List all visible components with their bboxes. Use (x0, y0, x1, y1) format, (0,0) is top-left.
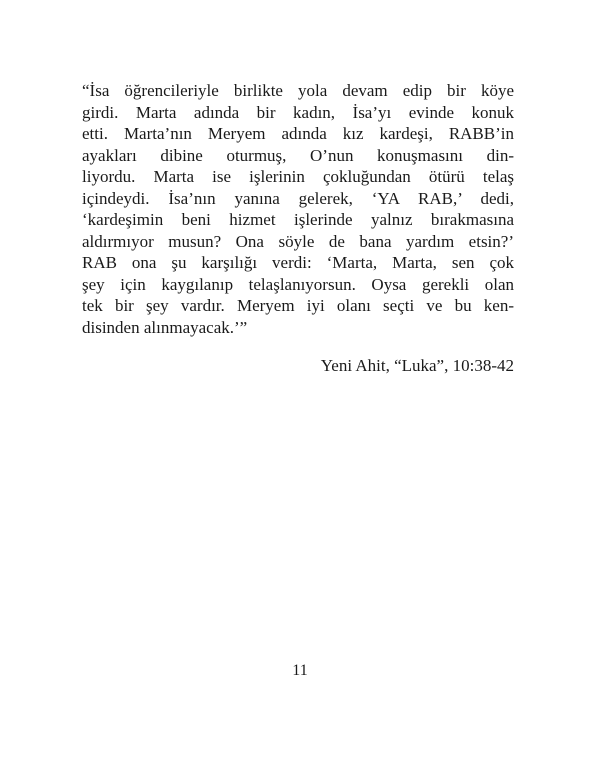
quote-line: aldırmıyor musun? Ona söyle de bana yardım etsin?’ (82, 231, 514, 251)
quote-line: RAB ona şu karşılığı verdi: ‘Marta, Marta, sen çok (82, 253, 514, 272)
page-number: 11 (292, 662, 308, 679)
quote-line: girdi. Marta adında bir kadın, İsa’yı evinde konuk (82, 102, 514, 122)
quote-line: şey için kaygılanıp telaşlanıyorsun. Oysa gerekli olan (82, 274, 514, 294)
quote-line: tek bir şey vardır. Meryem iyi olanı seçti ve bu ken- (82, 296, 514, 315)
scripture-quote (82, 80, 514, 338)
quote-source: Yeni Ahit, “Luka”, 10:38-42 (320, 356, 514, 375)
quote-line: liyordu. Marta ise işlerinin çokluğundan ötürü telaş (82, 167, 514, 186)
quote-line: ayakları dibine oturmuş, O’nun konuşmasını din- (82, 145, 514, 165)
quote-line: disinden alınmayacak.’” (82, 317, 248, 337)
quote-line: ‘kardeşimin beni hizmet işlerinde yalnız bırakmasına (82, 210, 514, 229)
quote-line: “İsa öğrencileriyle birlikte yola devam edip bir köye (82, 81, 514, 100)
quote-line: içindeydi. İsa’nın yanına gelerek, ‘YA RAB,’ dedi, (82, 188, 514, 208)
quote-line: etti. Marta’nın Meryem adında kız kardeşi, RABB’in (82, 124, 514, 143)
